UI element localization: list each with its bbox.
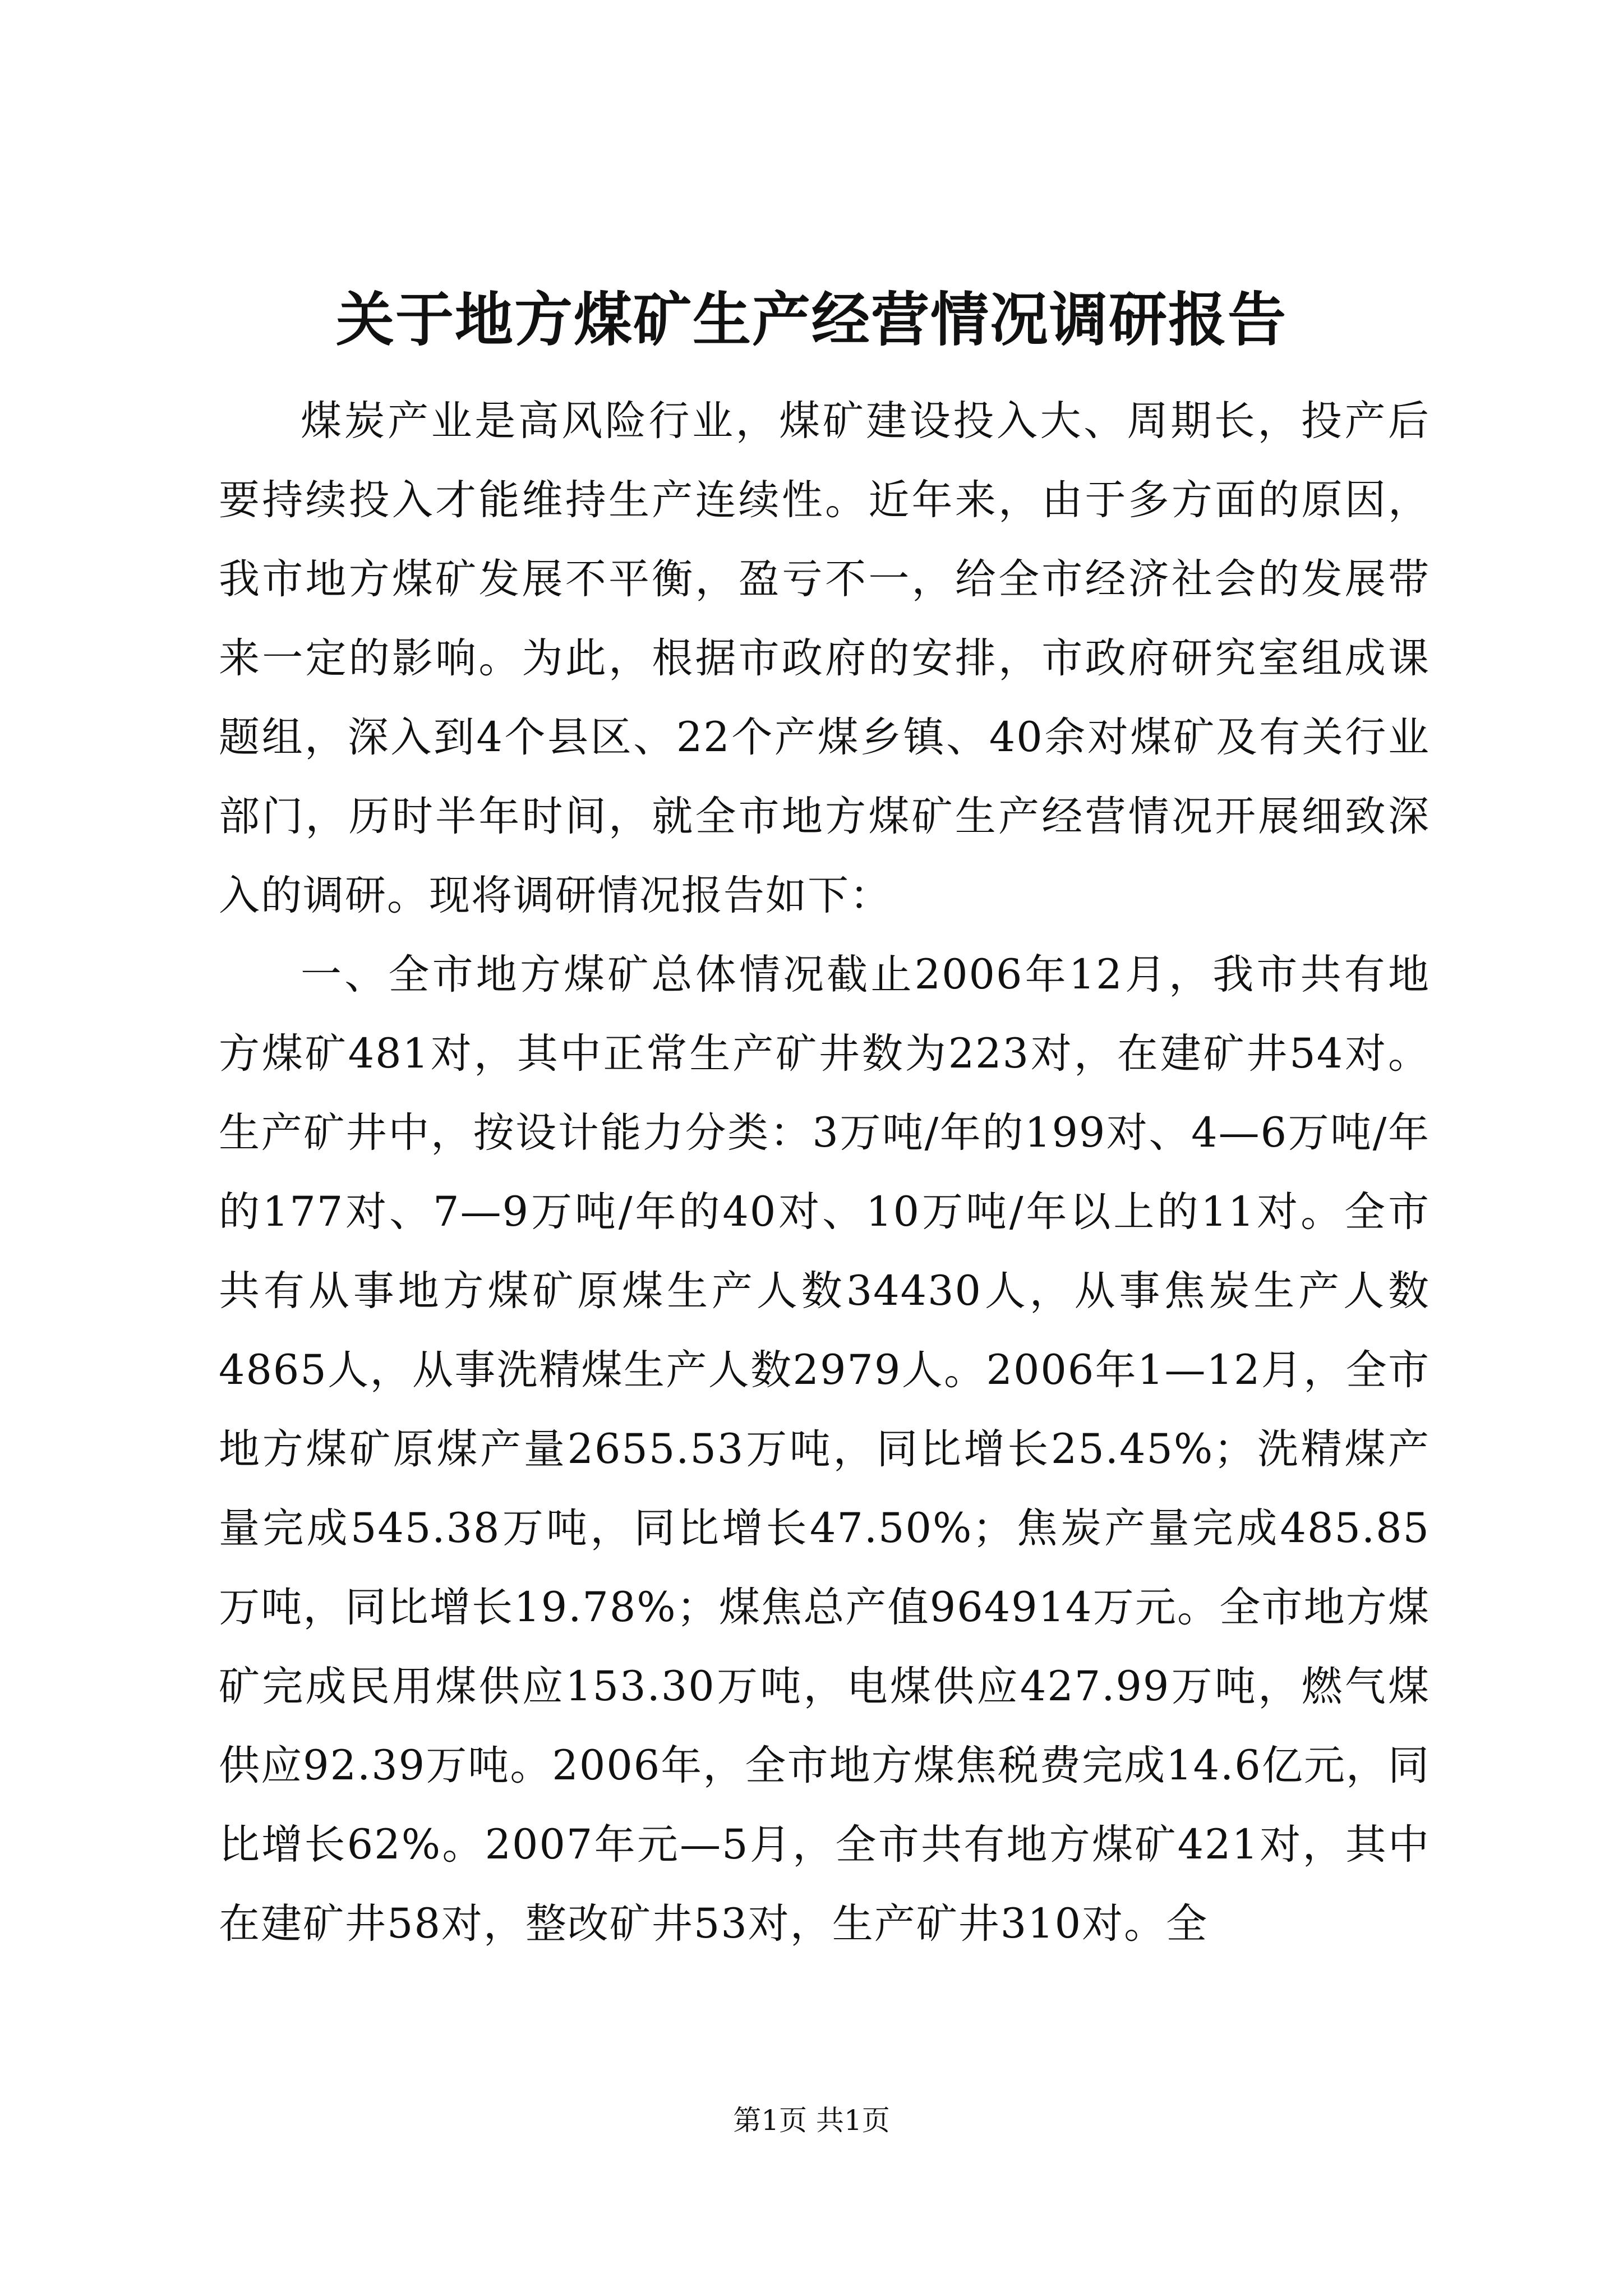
page-footer: 第1页 共1页 <box>733 2104 890 2137</box>
body-paragraph: 一、全市地方煤矿总体情况截止2006年12月，我市共有地方煤矿481对，其中正常生产矿井数为223对，在建矿井54对。生产矿井中，按设计能力分类：3万吨/年的199对、4—6万吨/年的177对、7—9万吨/年的40对、10万吨/年以上的11对。全市共有从事地方煤矿原煤生产人数34430人，从事焦炭生产人数4865人，从事洗精煤生产人数2979人。2006年1—12月，全市地方煤矿原煤产量2655.53万吨，同比增长25.45%；洗精煤产量完成545.38万吨，同比增长47.50%；焦炭产量完成485.85万吨，同比增长19.78%；煤焦总产值964914万元。全市地方煤矿完成民用煤供应153.30万吨，电煤供应427.99万吨，燃气煤供应92.39万吨。2006年，全市地方煤焦税费完成14.6亿元，同比增长62%。2007年元—5月，全市共有地方煤矿421对，其中在建矿井58对，整改矿井53对，生产矿井310对。全 <box>219 951 1430 1948</box>
document-title: 关于地方煤矿生产经营情况调研报告 <box>335 285 1287 354</box>
document-body <box>219 381 1430 1963</box>
body-paragraph: 煤炭产业是高风险行业，煤矿建设投入大、周期长，投产后要持续投入才能维持生产连续性。近年来，由于多方面的原因，我市地方煤矿发展不平衡，盈亏不一，给全市经济社会的发展带来一定的影响。为此，根据市政府的安排，市政府研究室组成课题组，深入到4个县区、22个产煤乡镇、40余对煤矿及有关行业部门，历时半年时间，就全市地方煤矿生产经营情况开展细致深入的调研。现将调研情况报告如下： <box>219 397 1430 919</box>
